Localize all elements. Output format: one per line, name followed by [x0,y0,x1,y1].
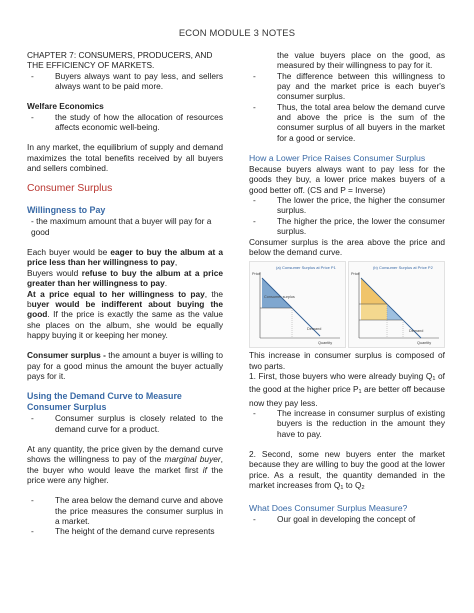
lower-bullet-2-text: The higher the price, the lower the consumer surplus. [277,215,445,237]
subscript: 1 [358,389,362,396]
bullet-dash: - [31,495,34,506]
measure-bullet-text: Our goal in developing the concept of [277,514,416,525]
axis-label-quantity: Quantity [318,341,333,346]
first-part-paragraph [249,371,445,408]
lower-bullet-1-text: The lower the price, the higher the consumer surplus. [277,195,445,216]
area-bullet-1-text: The area below the demand curve and above the price measures the consumer surplus in a market. [55,495,223,526]
italic-span: marginal buyer [164,454,221,465]
text-span: , [174,257,178,268]
bullet-dash: - [253,101,256,112]
lower-bullet-2 [253,216,445,237]
lower-price-heading: How a Lower Price Raises Consumer Surplus [249,153,426,164]
demand-curve-bullet-text: Consumer surplus is closely related to the demand curve for a product. [55,413,223,434]
chapter-title: CHAPTER 7: CONSUMERS, PRODUCERS, AND THE EFFICIENCY OF MARKETS. [27,50,213,71]
welfare-bullet-text: the study of how the allocation of resources affects economic well-being. [55,111,223,133]
wtp-heading: Willingness to Pay [27,205,106,216]
difference-bullet-text: The difference between this willingness to pay and the market price is each buyer's consumer surplus. [277,70,445,102]
area-paragraph: Consumer surplus is the area above the price and below the demand curve. [249,236,445,257]
total-bullet-text: Thus, the total area below the demand curve and above the price is the sum of the consumer surplus of all buyers in the market for a good or service. [277,101,445,143]
text-span: 2. Second, some new buyers enter the market because they are willing to buy the good at the lower price. As a result, the quantity demanded in the market increases from Q [249,448,445,490]
italic-span: if [202,464,207,475]
axis-label-price: Price [252,272,261,277]
chapter-bullet [31,71,223,92]
equilibrium-paragraph: In any market, the equilibrium of supply and demand maximizes the total benefits received by all buyers and sellers combined. [27,142,223,174]
figure-a-graph [250,262,345,347]
difference-bullet [253,71,445,102]
demand-curve-heading: Using the Demand Curve to Measure Consumer Surplus [27,391,182,413]
second-part-paragraph [249,449,445,493]
bullet-dash: - [253,514,256,525]
bullet-dash: - [31,111,34,122]
text-span: . If the price is exactly the same as the value she places on the album, she would be equally happy buying it or keeping her money. [27,309,223,340]
marginal-buyer-paragraph [27,444,223,485]
welfare-heading: Welfare Economics [27,101,104,112]
welfare-bullet [31,112,223,133]
bold-span: Consumer surplus - [27,350,106,361]
subscript: 2 [361,484,365,491]
total-bullet [253,102,445,143]
figure-b-graph [349,262,444,347]
demand-label: Demand [307,327,322,332]
area-bullet-2-text: The height of the demand curve represents [55,526,215,537]
area-bullet-1 [31,495,223,526]
lower-price-paragraph: Because buyers always want to pay less for the goods they buy, a lower price makes buyers of a good better off. (CS and P = Inverse) [249,164,445,195]
chapter-bullet-text: Buyers always want to pay less, and sellers always want to be paid more. [55,70,223,92]
text-span: Each buyer would be [27,247,111,258]
surplus-figures [249,261,445,346]
text-span: of the good at the higher price P [249,370,445,395]
bold-span: At a price equal to her willingness to pay [27,288,205,299]
bold-span: eager to buy the album at a price less than her willingness to pay [27,247,224,268]
figure-a-title: (a) Consumer Surplus at Price P1 [276,265,336,271]
buyer-indifferent-paragraph [27,289,223,341]
text-span: Buyers would [27,267,82,278]
text-span: , the buyer who would leave the market first [27,454,223,475]
left-column [27,50,223,537]
bullet-dash: - [31,526,34,537]
text-span: At any quantity, the price given by the demand curve shows the willingness to pay of the [27,443,223,465]
bullet-dash: - [31,70,34,81]
continued-line: the value buyers place on the good, as measured by their willingness to pay for it. [277,50,445,71]
increase-paragraph: This increase in consumer surplus is composed of two parts. [249,350,445,371]
text-span: . [164,278,168,289]
buyer-refuse-paragraph [27,268,223,289]
demand-label: Demand [409,329,424,334]
bullet-dash: - [31,413,34,424]
text-span: the amount a buyer is willing to pay for a good minus the amount the buyer actually pays for it. [27,350,223,381]
demand-curve-bullet [31,413,223,434]
area-bullet-2 [31,526,223,536]
bullet-dash: - [253,195,256,206]
bullet-dash: - [253,70,256,81]
figure-a [249,261,346,348]
text-span: 1. First, those buyers who were already buying Q [249,370,433,381]
wtp-definition: - the maximum amount that a buyer will pay for a good [31,216,212,237]
axis-label-price: Price [351,272,360,277]
buyer-eager-paragraph [27,247,223,268]
text-span: to Q [343,479,362,490]
bold-span: uyer would be indifferent about buying the good [27,298,223,320]
figure-b [348,261,445,348]
surplus-label: Consumer surplus [264,295,295,300]
existing-buyer-gain-area [361,304,387,320]
subscript: 1 [432,375,436,382]
text-span: are better off because now they pay less. [249,384,445,408]
page-header: ECON MODULE 3 NOTES [178,27,296,38]
bullet-dash: - [253,215,256,226]
bullet-dash: - [253,407,256,418]
lower-bullet-1 [253,195,445,216]
consumer-surplus-definition [27,350,223,381]
measure-bullet [253,514,445,524]
text-span: , the b [27,288,223,309]
text-span: the price were any higher. [27,464,223,485]
first-part-bullet [253,408,445,439]
measure-heading: What Does Consumer Surplus Measure? [249,503,408,514]
figure-b-title: (b) Consumer Surplus at Price P2 [373,265,433,271]
axis-label-quantity: Quantity [417,341,432,346]
consumer-surplus-heading: Consumer Surplus [27,183,113,195]
bold-span: refuse to buy the album at a price greater than her willingness to pay [27,267,223,289]
right-column [249,50,445,525]
subscript: 1 [340,484,344,491]
first-part-bullet-text: The increase in consumer surplus of existing buyers is the reduction in the amount they have to pay. [277,407,445,439]
